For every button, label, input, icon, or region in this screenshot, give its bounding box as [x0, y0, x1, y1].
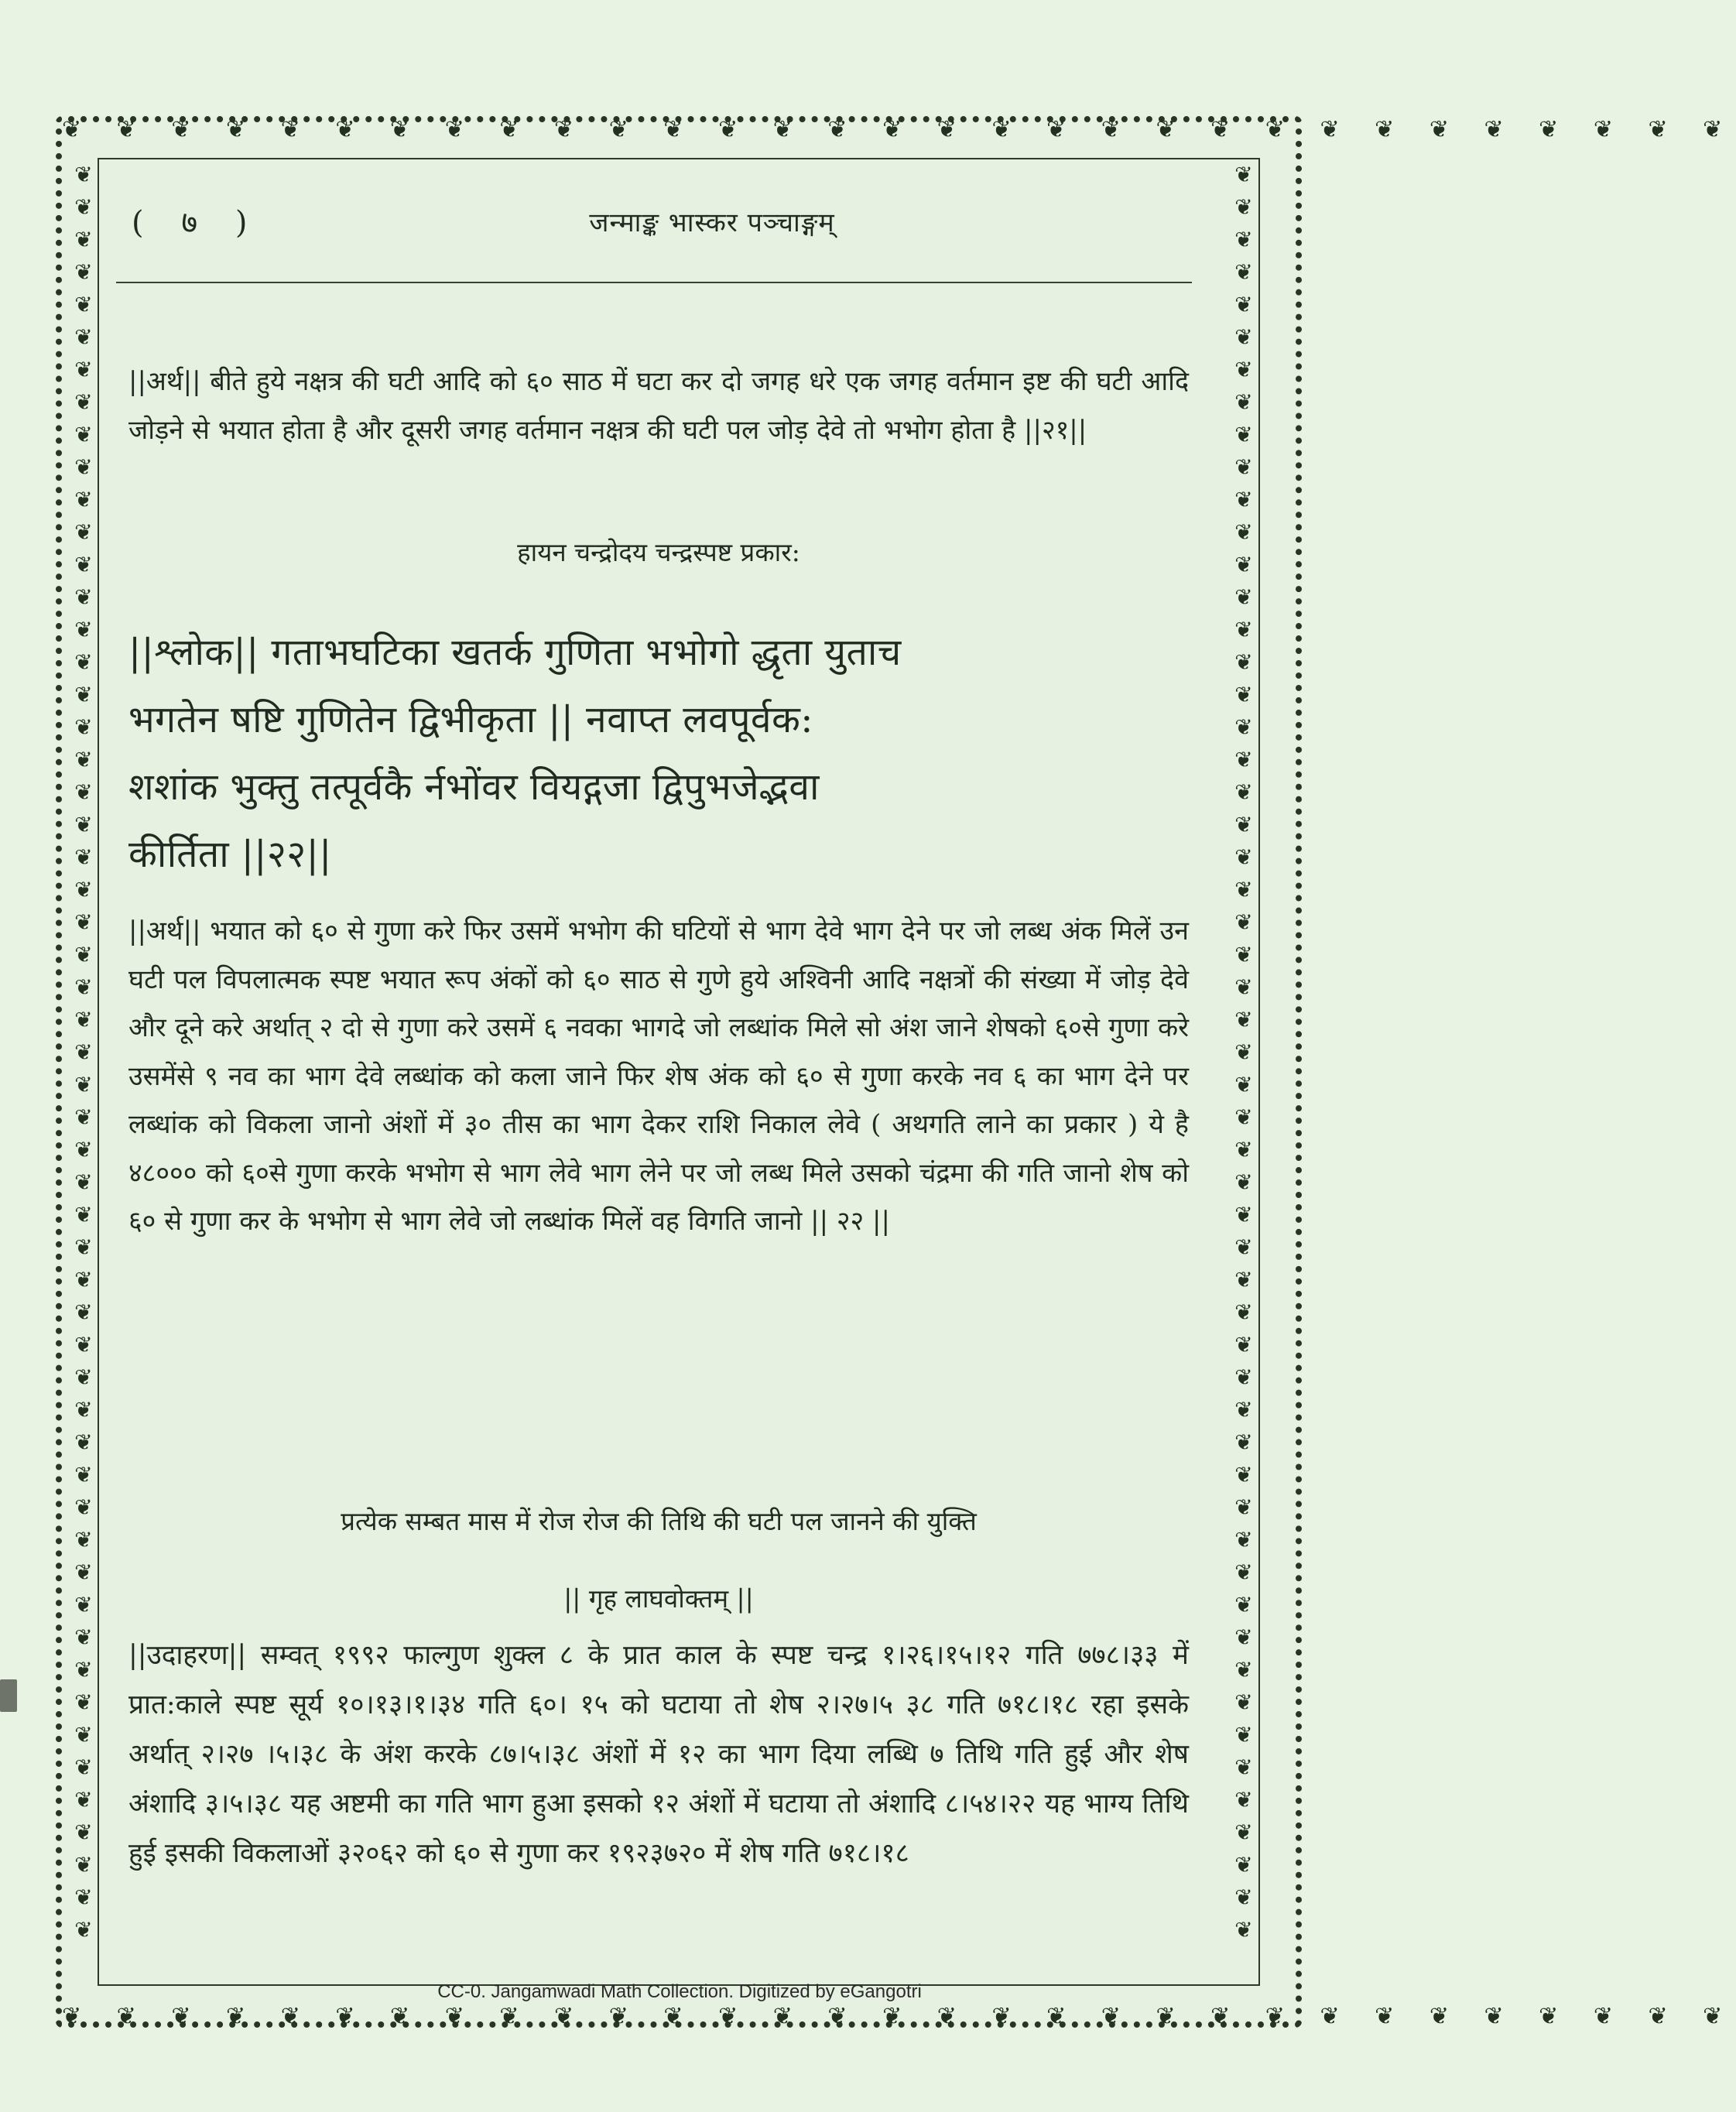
example-paragraph: ||उदाहरण|| सम्वत् १९९२ फाल्गुण शुक्ल ८ के प्रात काल के स्पष्ट चन्द्र १।२६।१५।१२ गति ७७८।३३ में प्रात:काले स्पष्ट सूर्य १०।१३।१।३४ गति ६०। १५ को घटाया तो शेष २।२७।५ ३८ गति ७१८।१८ रहा इसके अर्थात् २।२७ ।५।३८ के अंश करके ८७।५।३८ अंशों में १२ का भाग दिया लब्धि ७ तिथि गति हुई और शेष अंशादि ३।५।३८ यह अष्टमी का गति भाग हुआ इसको १२ अंशों में घटाया तो अंशादि ८।५४।२२ यह भाग्य तिथि हुई इसकी विकलाओं ३२०६२ को ६० से गुणा कर १९२३७२० में शेष गति ७१८।१८: [128, 1640, 1189, 1869]
meaning-paragraph-22: ||अर्थ|| भयात को ६० से गुणा करे फिर उसमें भभोग की घटियों से भाग देवे भाग देने पर जो लब्ध अंक मिलें उन घटी पल विपलात्मक स्पष्ट भयात रूप अंकों को ६० साठ से गुणे हुये अश्विनी आदि नक्षत्रों की संख्या में जोड़ देवे और दूने करे अर्थात् २ दो से गुणा करे उसमें ६ नवका भागदे जो लब्धांक मिले सो अंश जाने शेषको ६०से गुणा करे उसमेंसे ९ नव का भाग देवे लब्धांक को कला जाने फिर शेष अंक को ६० से गुणा करके नव ६ का भाग देने पर लब्धांक को विकला जानो अंशों में ३० तीस का भाग देकर राशि निकाल लेवे ( अथगति लाने का प्रकार ) ये है ४८००० को ६०से गुणा करके भभोग से भाग लेवे भाग लेने पर जो लब्ध मिले उसको चंद्रमा की गति जानो शेष को ६० से गुणा कर के भभोग से भाग लेवे जो लब्धांक मिलें वह विगति जानो || २२ ||: [128, 916, 1189, 1237]
shloka-22: ||श्लोक|| गताभघटिका खतर्क गुणिता भभोगो द्धृता युताच भगतेन षष्टि गुणितेन द्विभीकृता || नवाप्त लवपूर्वक: शशांक भुक्तु तत्पूर्वकै र्नभोंवर वियद्गजा द्विपुभजेद्भवा कीर्तिता ||२२||: [128, 631, 902, 876]
header-divider: [116, 282, 1192, 283]
margin-ink-mark: [0, 1679, 17, 1712]
page-header: [124, 201, 1200, 248]
section-heading-chandra-spashta: हायन चन्द्रोदय चन्द्रस्पष्ट प्रकार:: [517, 537, 800, 567]
meaning-paragraph-21: ||अर्थ|| बीते हुये नक्षत्र की घटी आदि को ६० साठ में घटा कर दो जगह धरे एक जगह वर्तमान इष्ट की घटी आदि जोड़ने से भयात होता है और दूसरी जगह वर्तमान नक्षत्र की घटी पल जोड़ देवे तो भभोग होता है ||२१||: [128, 366, 1189, 446]
section-heading-tithi-method: प्रत्येक सम्बत मास में रोज रोज की तिथि की घटी पल जानने की युक्ति: [341, 1506, 977, 1536]
right-ornament-border: ❦ ❦ ❦ ❦ ❦ ❦ ❦ ❦ ❦ ❦ ❦ ❦ ❦ ❦ ❦ ❦ ❦ ❦ ❦ ❦ ❦ ❦ ❦ ❦ ❦ ❦ ❦ ❦ ❦ ❦ ❦ ❦ ❦ ❦ ❦ ❦ ❦ ❦ ❦ ❦ ❦ ❦ ❦ ❦ ❦ ❦ ❦ ❦ ❦ ❦ ❦ ❦ ❦ ❦ ❦: [1234, 162, 1253, 1943]
running-title: जन्माङ्क भास्कर पञ्चाङ्गम्: [589, 207, 835, 238]
bottom-ornament-border: ❦ ❦ ❦ ❦ ❦ ❦ ❦ ❦ ❦ ❦ ❦ ❦ ❦ ❦ ❦ ❦ ❦ ❦ ❦ ❦ ❦ ❦ ❦ ❦ ❦ ❦ ❦ ❦ ❦ ❦ ❦: [62, 2003, 1736, 2030]
digitization-footer: CC-0. Jangamwadi Math Collection. Digitized by eGangotri: [437, 1981, 922, 2002]
page-number: ( ७ ): [132, 205, 262, 241]
top-ornament-border: ❦ ❦ ❦ ❦ ❦ ❦ ❦ ❦ ❦ ❦ ❦ ❦ ❦ ❦ ❦ ❦ ❦ ❦ ❦ ❦ ❦ ❦ ❦ ❦ ❦ ❦ ❦ ❦ ❦ ❦ ❦: [62, 116, 1736, 143]
left-ornament-border: ❦ ❦ ❦ ❦ ❦ ❦ ❦ ❦ ❦ ❦ ❦ ❦ ❦ ❦ ❦ ❦ ❦ ❦ ❦ ❦ ❦ ❦ ❦ ❦ ❦ ❦ ❦ ❦ ❦ ❦ ❦ ❦ ❦ ❦ ❦ ❦ ❦ ❦ ❦ ❦ ❦ ❦ ❦ ❦ ❦ ❦ ❦ ❦ ❦ ❦ ❦ ❦ ❦ ❦ ❦: [74, 162, 93, 1943]
source-heading: || गृह लाघवोक्तम् ||: [563, 1583, 754, 1614]
